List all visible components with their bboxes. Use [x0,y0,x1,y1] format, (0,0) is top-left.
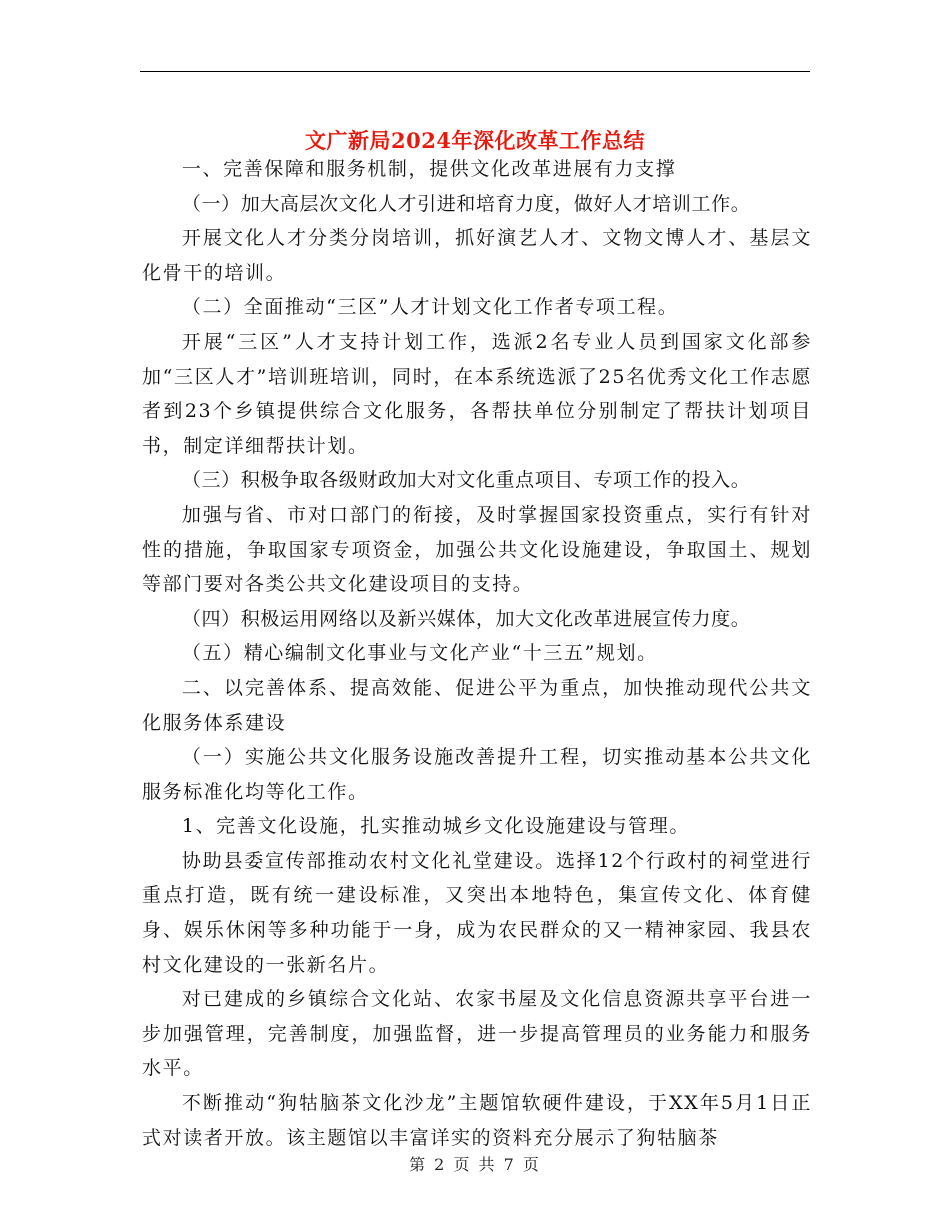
document-body [142,152,812,1155]
subsection-heading-1-5: （五）精心编制文化事业与文化产业“十三五”规划。 [181,642,658,665]
header-rule [140,71,810,72]
page-footer: 第 2 页 共 7 页 [409,1155,541,1174]
paragraph: 对已建成的乡镇综合文化站、农家书屋及文化信息资源共享平台进一步加强管理，完善制度，加强监督，进一步提高管理员的业务能力和服务水平。 [142,988,812,1080]
paragraph: 不断推动“狗牯脑茶文化沙龙”主题馆软硬件建设，于XX年5月1日正式对读者开放。该主题馆以丰富详实的资料充分展示了狗牯脑茶 [142,1092,812,1149]
subsection-heading-1-3: （三）积极争取各级财政加大对文化重点项目、专项工作的投入。 [181,469,751,492]
paragraph: 加强与省、市对口部门的衔接，及时掌握国家投资重点，实行有针对性的措施，争取国家专项资金，加强公共文化设施建设，争取国土、规划等部门要对各类公共文化建设项目的支持。 [142,503,812,596]
subsection-heading-1-4: （四）积极运用网络以及新兴媒体，加大文化改革进展宣传力度。 [181,607,751,630]
section-heading-1: 一、完善保障和服务机制，提供文化改革进展有力支撑 [181,158,677,180]
document-title: 文广新局2024年深化改革工作总结 [305,128,645,154]
item-heading-1: 1、完善文化设施，扎实推动城乡文化设施建设与管理。 [181,815,690,838]
paragraph: 开展“三区”人才支持计划工作，选派2名专业人员到国家文化部参加“三区人才”培训班培训，同时，在本系统选派了25名优秀文化工作志愿者到23个乡镇提供综合文化服务，各帮扶单位分别制定了帮扶计划项目书，制定详细帮扶计划。 [142,330,812,457]
paragraph: 开展文化人才分类分岗培训，抓好演艺人才、文物文博人才、基层文化骨干的培训。 [142,227,812,284]
section-heading-2: 二、以完善体系、提高效能、促进公平为重点，加快推动现代公共文化服务体系建设 [142,676,812,734]
subsection-heading-2-1: （一）实施公共文化服务设施改善提升工程，切实推动基本公共文化服务标准化均等化工作。 [142,746,812,803]
paragraph: 协助县委宣传部推动农村文化礼堂建设。选择12个行政村的祠堂进行重点打造，既有统一建设标准，又突出本地特色，集宣传文化、体育健身、娱乐休闲等多种功能于一身，成为农民群众的又一精神家园、我县农村文化建设的一张新名片。 [142,849,812,976]
subsection-heading-1-1: （一）加大高层次文化人才引进和培育力度，做好人才培训工作。 [181,192,751,215]
subsection-heading-1-2: （二）全面推动“三区”人才计划文化工作者专项工程。 [181,296,679,319]
